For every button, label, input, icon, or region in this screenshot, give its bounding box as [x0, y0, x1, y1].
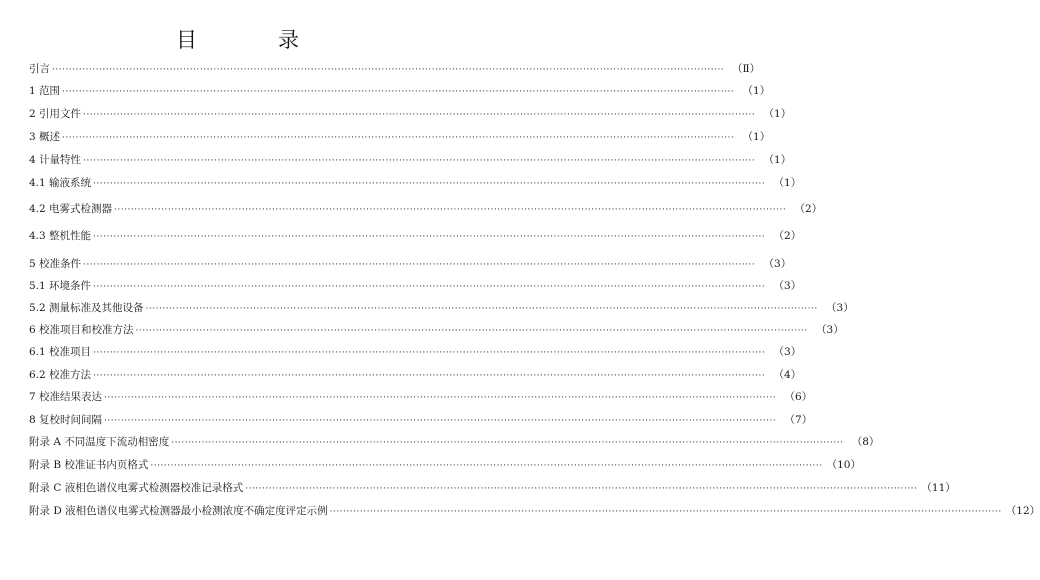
toc-entry-label: 引言	[29, 63, 50, 75]
toc-entry[interactable]	[29, 227, 802, 245]
toc-entry[interactable]	[29, 299, 854, 317]
toc-entry-page: （7）	[784, 414, 813, 426]
toc-entry-label: 附录 C 液相色谱仪电雾式检测器校准记录格式	[29, 482, 244, 494]
toc-entry[interactable]	[29, 479, 956, 497]
toc-entry-page: （1）	[763, 154, 792, 166]
toc-entry-label: 4.1 输液系统	[29, 177, 92, 189]
dot-leader: ········································································································································································································	[329, 507, 1002, 517]
dot-leader: ········································································································································································································	[83, 156, 756, 166]
toc-entry-page: （1）	[773, 177, 802, 189]
dot-leader: ········································································································································································································	[93, 348, 766, 358]
toc-entry[interactable]	[29, 277, 802, 295]
page-title: 目 录	[176, 28, 329, 52]
toc-entry[interactable]	[29, 502, 1040, 520]
toc-entry[interactable]	[29, 456, 861, 474]
dot-leader: ········································································································································································································	[83, 260, 756, 270]
toc-entry-page: （1）	[742, 131, 771, 143]
toc-entry-page: （2）	[794, 203, 823, 215]
dot-leader: ········································································································································································································	[52, 65, 725, 75]
toc-entry-page: （3）	[763, 258, 792, 270]
toc-entry-page: （3）	[826, 302, 854, 314]
toc-entry-page: （11）	[921, 482, 956, 494]
toc-entry[interactable]	[29, 255, 792, 273]
toc-entry[interactable]	[29, 174, 802, 192]
toc-entry-page: （8）	[851, 436, 880, 448]
toc-entry-label: 附录 B 校准证书内页格式	[29, 459, 149, 471]
toc-entry-page: （3）	[773, 346, 802, 358]
toc-entry-page: （3）	[816, 324, 844, 336]
toc-entry-label: 4 计量特性	[29, 154, 82, 166]
toc-entry[interactable]	[29, 105, 792, 123]
dot-leader: ········································································································································································································	[150, 461, 823, 471]
dot-leader: ········································································································································································································	[93, 179, 766, 189]
toc-entry-label: 6.2 校准方法	[29, 369, 92, 381]
toc-entry[interactable]	[29, 82, 771, 100]
toc-entry-page: （12）	[1005, 505, 1040, 517]
toc-entry[interactable]	[29, 321, 844, 339]
dot-leader: ········································································································································································································	[104, 416, 777, 426]
toc-entry[interactable]	[29, 151, 792, 169]
dot-leader: ········································································································································································································	[93, 371, 766, 381]
dot-leader: ········································································································································································································	[135, 326, 808, 336]
toc-entry[interactable]	[29, 200, 823, 218]
toc-entry[interactable]	[29, 60, 761, 78]
dot-leader: ········································································································································································································	[83, 110, 756, 120]
dot-leader: ········································································································································································································	[62, 133, 735, 143]
dot-leader: ········································································································································································································	[145, 304, 818, 314]
toc-entry-label: 7 校准结果表达	[29, 391, 103, 403]
toc-entry-label: 4.2 电雾式检测器	[29, 203, 113, 215]
dot-leader: ········································································································································································································	[171, 438, 844, 448]
toc-entry[interactable]	[29, 366, 802, 384]
toc-entry-page: （6）	[784, 391, 813, 403]
dot-leader: ········································································································································································································	[114, 205, 787, 215]
toc-entry-page: （4）	[773, 369, 802, 381]
toc-entry-page: （Ⅱ）	[732, 63, 761, 75]
toc-entry-page: （3）	[773, 280, 802, 292]
toc-entry-label: 3 概述	[29, 131, 61, 143]
dot-leader: ········································································································································································································	[104, 393, 777, 403]
toc-entry-label: 5.2 测量标准及其他设备	[29, 302, 144, 314]
toc-entry[interactable]	[29, 128, 771, 146]
toc-entry-label: 1 范围	[29, 85, 61, 97]
toc-entry[interactable]	[29, 411, 813, 429]
toc-entry-label: 附录 A 不同温度下流动相密度	[29, 436, 170, 448]
toc-entry-page: （10）	[826, 459, 861, 471]
toc-entry[interactable]	[29, 388, 813, 406]
dot-leader: ········································································································································································································	[93, 232, 766, 242]
toc-entry-label: 2 引用文件	[29, 108, 82, 120]
dot-leader: ········································································································································································································	[62, 87, 735, 97]
dot-leader: ········································································································································································································	[245, 484, 918, 494]
toc-entry-label: 6 校准项目和校准方法	[29, 324, 134, 336]
toc-entry[interactable]	[29, 343, 802, 361]
toc-entry-label: 6.1 校准项目	[29, 346, 92, 358]
toc-entry-page: （1）	[763, 108, 792, 120]
toc-entry-label: 4.3 整机性能	[29, 230, 92, 242]
toc-entry-label: 5.1 环境条件	[29, 280, 92, 292]
toc-entry-page: （2）	[773, 230, 802, 242]
toc-entry[interactable]	[29, 433, 880, 451]
toc-entry-page: （1）	[742, 85, 771, 97]
toc-entry-label: 5 校准条件	[29, 258, 82, 270]
dot-leader: ········································································································································································································	[93, 282, 766, 292]
toc-entry-label: 附录 D 液相色谱仪电雾式检测器最小检测浓度不确定度评定示例	[29, 505, 328, 517]
toc-entry-label: 8 复校时间间隔	[29, 414, 103, 426]
